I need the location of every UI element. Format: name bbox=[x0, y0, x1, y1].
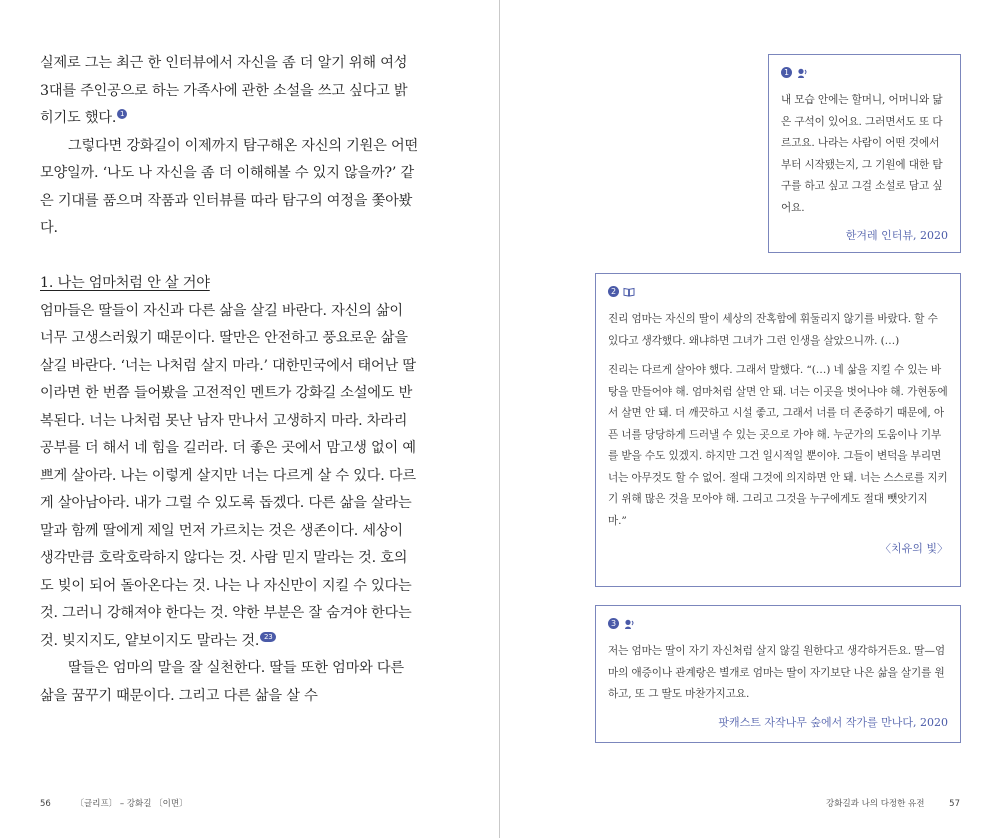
page-number: 57 bbox=[949, 799, 960, 809]
footnote-ref[interactable]: 1 bbox=[117, 109, 127, 119]
note-source: 팟캐스트 자작나무 숲에서 작가를 만나다, 2020 bbox=[718, 715, 948, 729]
body-text bbox=[40, 50, 420, 710]
note-source: 한겨레 인터뷰, 2020 bbox=[845, 229, 948, 242]
note-number: 2 bbox=[608, 286, 619, 297]
paragraph-3: 엄마들은 딸들이 자신과 다른 삶을 살길 바란다. 자신의 삶이 너무 고생스러웠기 때문이다. 딸만은 안전하고 풍요로운 삶을 살길 바란다. ‘너는 나처럼 살지 마라.’ 대한민국에서 태어난 딸이라면 한 번쯤 들어봤을 고전적인 멘트가 강화길 소설에도 반복된다. 너는 나처럼 못난 남자 만나서 고생하지 마라. 차라리 공부를 더 해서 네 힘을 길러라. 더 좋은 곳에서 맘고생 없이 예쁘게 살아라. 나는 이렇게 살지만 너는 다르게 살 수 있다. 다르게 살아남아라. 내가 그럴 수 있도록 돕겠다. 다른 삶을 살라는 말과 함께 딸에게 제일 먼저 가르치는 것은 생존이다. 세상이 생각만큼 호락호락하지 않다는 것. 사람 믿지 말라는 것. 호의도 빚이 되어 돌아온다는 것. 나는 나 자신만이 지킬 수 있다는 것. 그러니 강해져야 한다는 것. 약한 부분은 잘 숨겨야 한다는 것. 빚지지도, 얕보이지도 말라는 것. 23 bbox=[40, 302, 416, 649]
note-box-3 bbox=[595, 605, 961, 743]
speech-icon bbox=[623, 618, 635, 629]
note-text: 진리는 다르게 살아야 했다. 그래서 말했다. “(…) 네 삶을 지킬 수 있는 바탕을 만들어야 해. 엄마처럼 살면 안 돼. 너는 이곳을 벗어나야 해. 가현동에서 살면 안 돼. 더 깨끗하고 시설 좋고, 그래서 너를 더 존중하기 때문에, 아픈 너를 당당하게 드러낼 수 있는 곳으로 가야 해. 누군가의 도움이나 기부를 받을 수도 있겠지. 하지만 그건 일시적일 뿐이야. 그들이 변덕을 부리면 너는 아무것도 할 수 없어. 절대 그것에 의지하면 안 돼. 너는 스스로를 지키기 위해 많은 것을 모아야 해. 그리고 그것을 누구에게도 절대 뺏앗기지 마.” bbox=[608, 364, 948, 527]
page-number: 56 bbox=[40, 799, 51, 809]
note-box-1 bbox=[768, 54, 961, 253]
note-number: 1 bbox=[781, 67, 792, 78]
paragraph-2: 그렇다면 강화길이 이제까지 탐구해온 자신의 기원은 어떤 모양일까. ‘나도 나 자신을 좀 더 이해해볼 수 있지 않을까?’ 같은 기대를 품으며 작품과 인터뷰를 따라 탐구의 여정을 쫓아봤다. bbox=[40, 137, 418, 236]
running-title: 강화길과 나의 다정한 유전 bbox=[826, 799, 925, 809]
paragraph-4: 딸들은 엄마의 말을 잘 실천한다. 딸들 또한 엄마와 다른 삶을 꿈꾸기 때문이다. 그리고 다른 삶을 살 수 bbox=[40, 660, 404, 704]
note-header bbox=[608, 286, 948, 297]
footer-left bbox=[40, 797, 188, 809]
note-text: 내 모습 안에는 할머니, 어머니와 닮은 구석이 있어요. 그러면서도 또 다르고요. 나라는 사람이 어떤 것에서부터 시작됐는지, 그 기원에 대한 탐구를 하고 싶고 그걸 소설로 담고 싶어요. bbox=[781, 94, 943, 214]
speech-icon bbox=[796, 67, 808, 78]
footnote-ref[interactable]: 23 bbox=[260, 632, 276, 642]
running-title: 〔글리프〕 – 강화길 〔이면〕 bbox=[75, 799, 188, 809]
footer-right bbox=[826, 797, 960, 809]
note-header bbox=[608, 618, 948, 629]
paragraph-1: 실제로 그는 최근 한 인터뷰에서 자신을 좀 더 알기 위해 여성 3대를 주인공으로 하는 가족사에 관한 소설을 쓰고 싶다고 밝히기도 했다. 1 bbox=[40, 55, 408, 126]
note-source: 〈치유의 빛〉 bbox=[879, 542, 948, 555]
note-text: 진리 엄마는 자신의 딸이 세상의 잔혹함에 휘둘리지 않기를 바랐다. 할 수 있다고 생각했다. 왜냐하면 그녀가 그런 인생을 살았으니까. (…) bbox=[608, 313, 938, 347]
note-text: 저는 엄마는 딸이 자기 자신처럼 살지 않길 원한다고 생각하거든요. 딸—엄마의 애증이나 관계랑은 별개로 엄마는 딸이 자기보단 나은 삶을 살기를 원하고, 또 그 딸도 마찬가지고요. bbox=[608, 645, 946, 700]
section-heading: 1. 나는 엄마처럼 안 살 거야 bbox=[40, 275, 210, 291]
note-number: 3 bbox=[608, 618, 619, 629]
book-icon bbox=[623, 286, 635, 297]
note-header bbox=[781, 67, 948, 78]
note-box-2 bbox=[595, 273, 961, 587]
